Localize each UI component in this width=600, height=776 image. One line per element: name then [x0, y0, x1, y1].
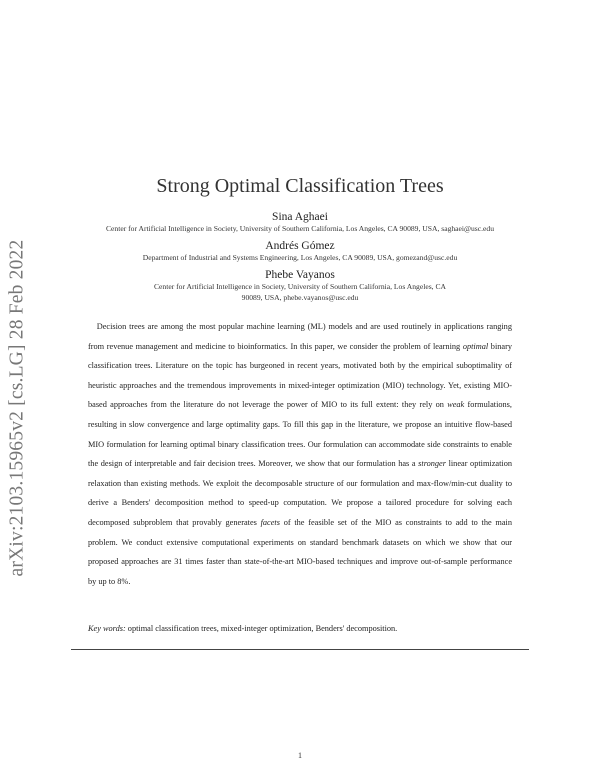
keywords-text: optimal classification trees, mixed-integer optimization, Benders' decomposition. — [125, 624, 398, 633]
paper-title: Strong Optimal Classification Trees — [156, 175, 444, 197]
author-block — [60, 211, 540, 235]
abstract — [88, 317, 512, 591]
author-affiliation: Center for Artificial Intelligence in Society, University of Southern California, Los Angeles, CA 90089, USA, phebe.vayanos@usc.edu — [153, 282, 446, 302]
author-affiliation: Department of Industrial and Systems Engineering, Los Angeles, CA 90089, USA, gomezand@usc.edu — [142, 253, 458, 262]
abstract-emphasis: stronger — [418, 459, 446, 469]
abstract-text: linear optimization relaxation than existing methods. We exploit the decomposable structure of our formulation and max-flow/min-cut duality to derive a Benders' decomposition method to speed-up computation. We propose a tailored procedure for solving each decomposed subproblem that provably generates — [88, 459, 512, 527]
abstract-text: binary classification trees. Literature on the topic has burgeoned in recent years, motivated both by the empirical suboptimality of heuristic approaches and the tremendous improvements in mixed-integer optimization (MIO) technology. Yet, existing MIO-based approaches from the literature do not leverage the power of MIO to its full extent: they rely on — [88, 341, 512, 410]
author-name: Andrés Gómez — [265, 240, 335, 252]
arxiv-stamp-text: arXiv:2103.15965v2 [cs.LG] 28 Feb 2022 — [6, 239, 27, 577]
arxiv-stamp — [2, 208, 32, 608]
abstract-emphasis: facets — [260, 517, 280, 527]
page-number: 1 — [298, 751, 302, 760]
keywords — [88, 624, 512, 633]
author-block — [60, 240, 540, 264]
author-name: Phebe Vayanos — [265, 269, 335, 281]
abstract-text: formulations, resulting in slow convergence and large optimality gaps. To fill this gap in the literature, we propose an intuitive flow-based MIO formulation for learning optimal binary classification trees. Our formulation can accommodate side constraints to enable the design of interpretable and fair decision trees. Moreover, we show that our formulation has a — [88, 400, 512, 469]
keywords-label: Key words: — [88, 624, 126, 633]
abstract-text: of the feasible set of the MIO as constraints to add to the main problem. We conduct extensive computational experiments on standard benchmark datasets on which we show that our proposed approaches are 31 times faster than state-of-the-art MIO-based techniques and improve out-of-sample performance by up to 8%. — [88, 517, 512, 586]
author-affiliation: Center for Artificial Intelligence in Society, University of Southern California, Los Angeles, CA 90089, USA, saghaei@usc.edu — [105, 224, 494, 233]
abstract-emphasis: optimal — [462, 341, 489, 351]
abstract-text: Decision trees are among the most popular machine learning (ML) models and are used routinely in applications ranging from revenue management and medicine to bioinformatics. In this paper, we consider the problem of learning — [88, 322, 512, 351]
divider — [71, 649, 529, 650]
author-block — [150, 269, 450, 303]
abstract-emphasis: weak — [447, 400, 465, 410]
author-name: Sina Aghaei — [272, 211, 328, 223]
